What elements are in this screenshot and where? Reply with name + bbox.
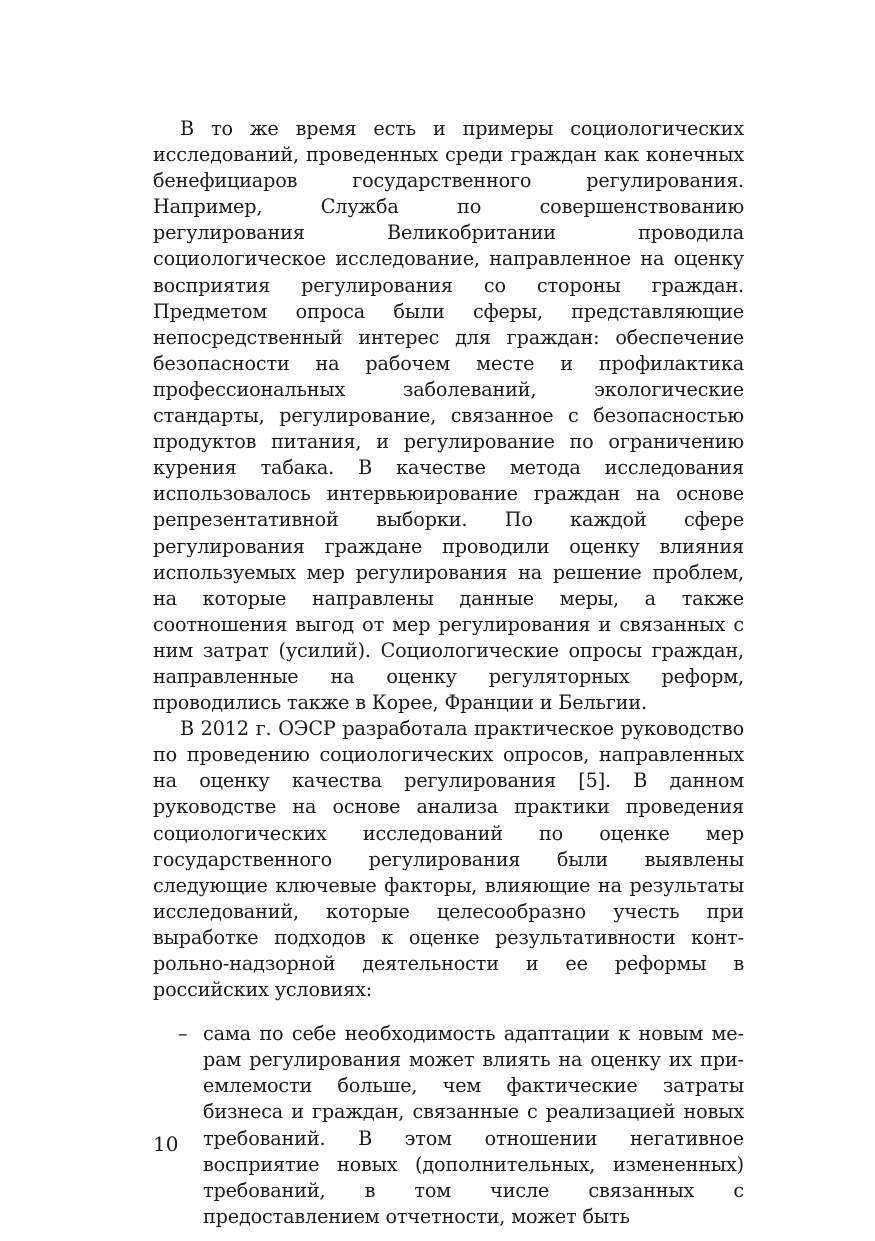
list-item	[153, 1021, 744, 1230]
paragraph-1: В то же время есть и примеры социологических исследований, проведенных среди граждан как конечных бенефициаров государственного регулирования. Например, Служба по совершенствованию регулирования Великобритании проводила социологическое исследование, направленное на оценку восприятия регулирования со стороны граждан. Предметом опроса были сферы, представляющие непосредственный интерес для граждан: обеспечение безопасности на рабочем месте и профилактика профессиональных заболеваний, экологические стандарты, регулирование, связанное с безопасностью продуктов питания, и регулирование по ограничению курения табака. В качестве метода исследования использовалось интервьюирование граждан на основе репрезентативной выборки. По каждой сфере регулирования граждане проводили оценку влияния используемых мер регулирования на решение проблем, на которые направлены данные меры, а также соотношения выгод от мер регулирования и связанных с ним затрат (усилий). Социологические опросы граждан, направленные на оценку регуляторных реформ, проводились также в Корее, Франции и Бельгии.	[153, 117, 744, 715]
factor-list	[153, 1021, 744, 1230]
page-number: 10	[153, 1132, 179, 1156]
list-dash: –	[178, 1022, 188, 1046]
list-item-text: сама по себе необходимость адаптации к новым мерам регулирования может влиять на оценку их приемлемости больше, чем фактические затраты бизнеса и граждан, связанные с реализацией новых требований. В этом отношении негативное восприятие новых (дополнительных, измененных) требований, в том числе связанных с предоставлением отчетности, может быть	[203, 1022, 744, 1228]
paragraph-2: В 2012 г. ОЭСР разработала практическое руководство по проведению социологических опросов, направленных на оценку качества регулирования [5]. В данном руководстве на основе анализа практики проведения социологических исследований по оценке мер государственного регулирования были выявлены следующие ключевые факторы, влияющие на результаты исследований, которые целесообразно учесть при выработке подходов к оценке результативности контрольно-надзорной деятельности и ее реформы в российских условиях:	[153, 717, 744, 1002]
page-body	[153, 116, 744, 1230]
